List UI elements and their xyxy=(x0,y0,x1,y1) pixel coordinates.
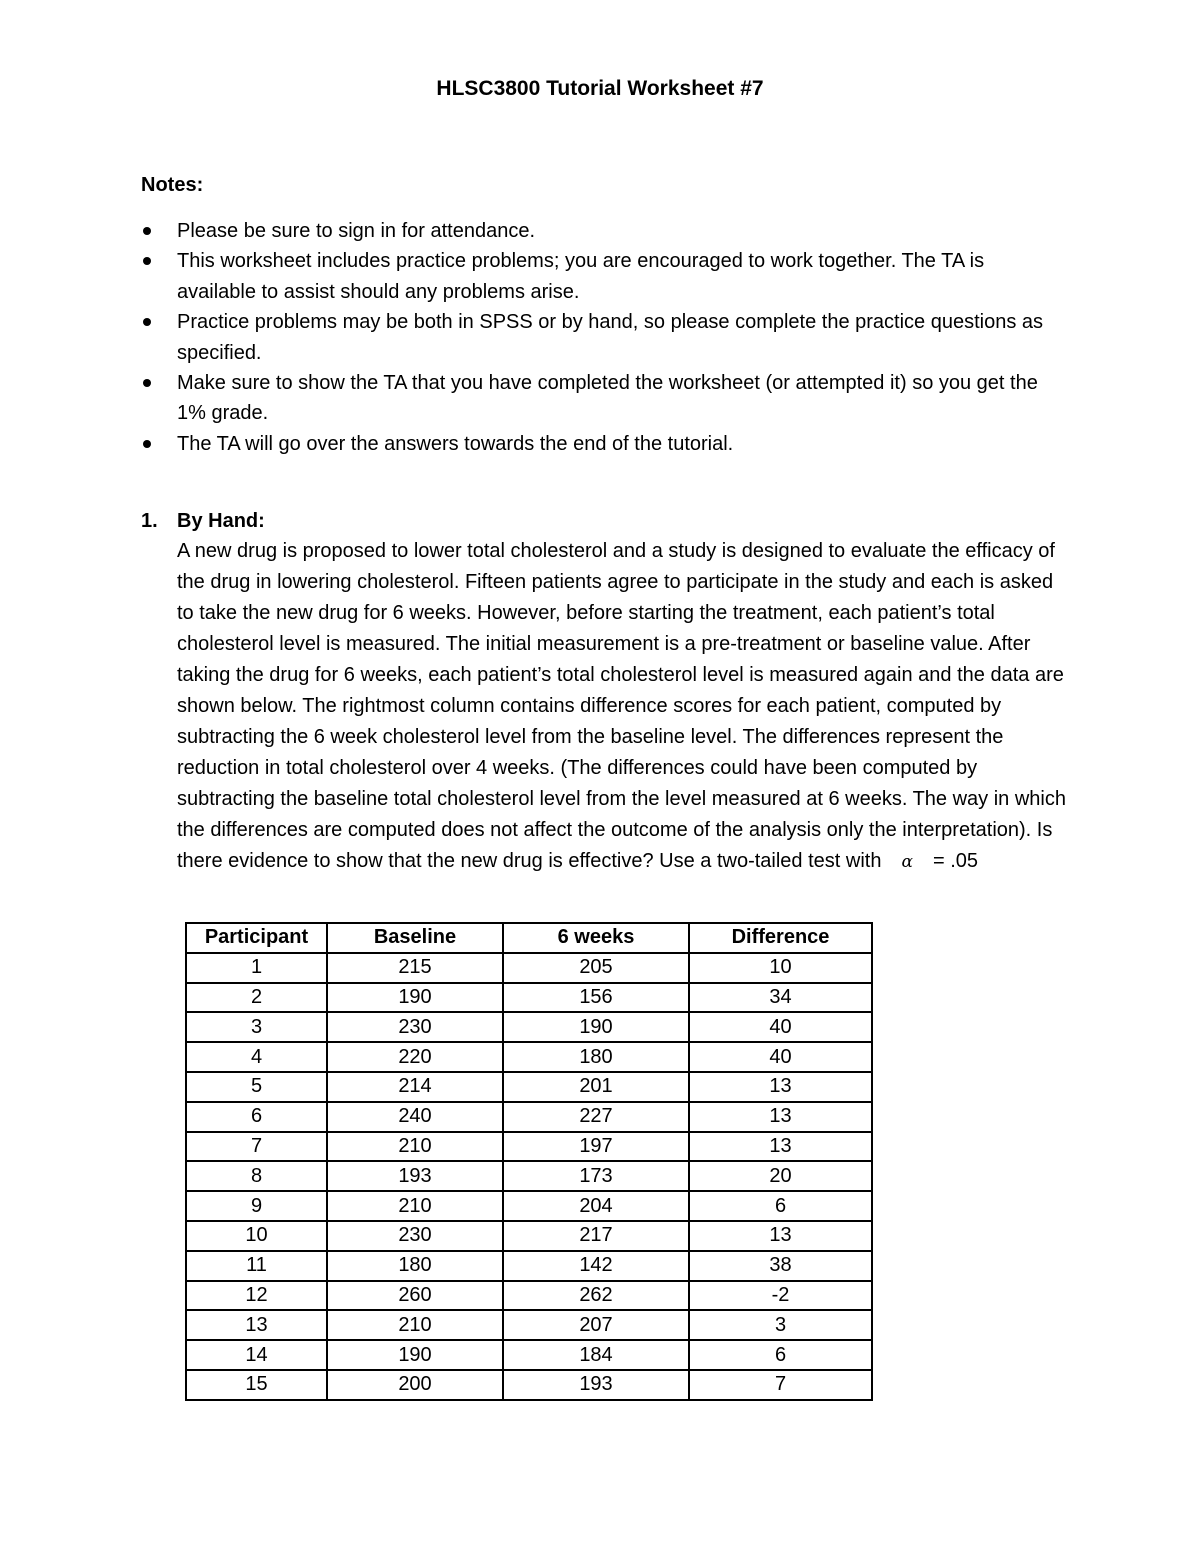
cell-baseline: 230 xyxy=(327,1221,503,1251)
bullet-icon xyxy=(143,318,151,326)
cell-participant: 12 xyxy=(186,1281,327,1311)
page-title: HLSC3800 Tutorial Worksheet #7 xyxy=(436,77,764,100)
cell-participant: 8 xyxy=(186,1161,327,1191)
cell-6-weeks: 207 xyxy=(503,1310,689,1340)
cell-baseline: 210 xyxy=(327,1310,503,1340)
cell-difference: 40 xyxy=(689,1042,872,1072)
cell-baseline: 190 xyxy=(327,983,503,1013)
cell-difference: 7 xyxy=(689,1370,872,1400)
table-row xyxy=(186,1310,872,1340)
table-row xyxy=(186,1012,872,1042)
table-row xyxy=(186,953,872,983)
bullet-icon xyxy=(143,257,151,265)
cell-6-weeks: 180 xyxy=(503,1042,689,1072)
bullet-icon xyxy=(143,440,151,448)
cell-participant: 14 xyxy=(186,1340,327,1370)
notes-list xyxy=(141,216,1061,459)
cell-difference: 6 xyxy=(689,1340,872,1370)
column-header-participant: Participant xyxy=(186,923,327,953)
note-text: The TA will go over the answers towards the end of the tutorial. xyxy=(177,432,734,455)
cell-difference: 13 xyxy=(689,1102,872,1132)
cell-participant: 13 xyxy=(186,1310,327,1340)
table-row xyxy=(186,1340,872,1370)
note-item xyxy=(141,429,1061,459)
cell-baseline: 193 xyxy=(327,1161,503,1191)
cell-difference: -2 xyxy=(689,1281,872,1311)
table-row xyxy=(186,1161,872,1191)
cell-baseline: 215 xyxy=(327,953,503,983)
column-header-6-weeks: 6 weeks xyxy=(503,923,689,953)
table-row xyxy=(186,1281,872,1311)
cholesterol-data-table xyxy=(185,922,873,1401)
cell-participant: 5 xyxy=(186,1072,327,1102)
cell-6-weeks: 184 xyxy=(503,1340,689,1370)
table-header-row xyxy=(186,923,872,953)
cell-baseline: 260 xyxy=(327,1281,503,1311)
note-text: Please be sure to sign in for attendance. xyxy=(177,220,536,242)
cell-baseline: 214 xyxy=(327,1072,503,1102)
question-number: 1. xyxy=(141,510,158,532)
cell-baseline: 230 xyxy=(327,1012,503,1042)
cell-6-weeks: 142 xyxy=(503,1251,689,1281)
cell-baseline: 220 xyxy=(327,1042,503,1072)
note-item xyxy=(141,307,1061,368)
note-text: Make sure to show the TA that you have completed the worksheet (or attempted it) so you get the 1% grade. xyxy=(177,372,1038,425)
table-body xyxy=(186,953,872,1400)
note-text: This worksheet includes practice problems; you are encouraged to work together. The TA is available to assist should any problems arise. xyxy=(177,250,985,303)
column-header-baseline: Baseline xyxy=(327,923,503,953)
cell-6-weeks: 201 xyxy=(503,1072,689,1102)
table-row xyxy=(186,1132,872,1162)
cell-6-weeks: 156 xyxy=(503,983,689,1013)
question-text: A new drug is proposed to lower total cholesterol and a study is designed to evaluate the efficacy of the drug in lowering cholesterol. Fifteen patients agree to participate in the study and each is asked to take the new drug for 6 weeks. However, before starting the treatment, each patient’s total cholesterol level is measured. The initial measurement is a pre-treatment or baseline value. After taking the drug for 6 weeks, each patient’s total cholesterol level is measured again and the data are shown below. The rightmost column contains difference scores for each patient, computed by subtracting the 6 week cholesterol level from the baseline level. The differences represent the reduction in total cholesterol over 4 weeks. (The differences could have been computed by subtracting the baseline total cholesterol level from the level measured at 6 weeks. The way in which the differences are computed does not affect the outcome of the analysis only the interpretation). Is there evidence to show that the new drug is effective? Use a two-tailed test with xyxy=(177,540,1066,872)
cell-difference: 20 xyxy=(689,1161,872,1191)
table-row xyxy=(186,1102,872,1132)
cell-participant: 9 xyxy=(186,1191,327,1221)
table-row xyxy=(186,1072,872,1102)
notes-heading: Notes: xyxy=(141,174,204,196)
table-row xyxy=(186,1221,872,1251)
cell-baseline: 240 xyxy=(327,1102,503,1132)
cell-participant: 10 xyxy=(186,1221,327,1251)
cell-6-weeks: 197 xyxy=(503,1132,689,1162)
cell-participant: 3 xyxy=(186,1012,327,1042)
cell-difference: 13 xyxy=(689,1132,872,1162)
cell-participant: 11 xyxy=(186,1251,327,1281)
cell-participant: 1 xyxy=(186,953,327,983)
note-item xyxy=(141,216,1061,246)
question-heading-text: By Hand: xyxy=(177,510,265,532)
note-item xyxy=(141,246,1061,307)
bullet-icon xyxy=(143,379,151,387)
cell-difference: 38 xyxy=(689,1251,872,1281)
column-header-difference: Difference xyxy=(689,923,872,953)
cell-participant: 2 xyxy=(186,983,327,1013)
table-row xyxy=(186,1191,872,1221)
cell-baseline: 190 xyxy=(327,1340,503,1370)
cell-baseline: 210 xyxy=(327,1191,503,1221)
cell-6-weeks: 217 xyxy=(503,1221,689,1251)
cell-6-weeks: 205 xyxy=(503,953,689,983)
cell-6-weeks: 190 xyxy=(503,1012,689,1042)
cell-baseline: 180 xyxy=(327,1251,503,1281)
cell-difference: 10 xyxy=(689,953,872,983)
cell-6-weeks: 262 xyxy=(503,1281,689,1311)
cell-participant: 6 xyxy=(186,1102,327,1132)
cell-difference: 13 xyxy=(689,1221,872,1251)
cell-6-weeks: 193 xyxy=(503,1370,689,1400)
table-row xyxy=(186,983,872,1013)
note-item xyxy=(141,368,1061,429)
cell-baseline: 200 xyxy=(327,1370,503,1400)
cell-participant: 15 xyxy=(186,1370,327,1400)
alpha-value: = .05 xyxy=(932,849,978,872)
cell-6-weeks: 227 xyxy=(503,1102,689,1132)
note-text: Practice problems may be both in SPSS or by hand, so please complete the practice questions as specified. xyxy=(177,311,1044,364)
cell-participant: 4 xyxy=(186,1042,327,1072)
cell-difference: 13 xyxy=(689,1072,872,1102)
cell-difference: 3 xyxy=(689,1310,872,1340)
cell-6-weeks: 173 xyxy=(503,1161,689,1191)
cell-baseline: 210 xyxy=(327,1132,503,1162)
bullet-icon xyxy=(143,227,151,235)
cell-difference: 34 xyxy=(689,983,872,1013)
alpha-symbol: α xyxy=(901,851,913,872)
table-row xyxy=(186,1042,872,1072)
cell-participant: 7 xyxy=(186,1132,327,1162)
question-body xyxy=(141,536,1067,877)
question-1 xyxy=(141,506,1071,877)
cell-difference: 6 xyxy=(689,1191,872,1221)
cell-difference: 40 xyxy=(689,1012,872,1042)
question-heading xyxy=(141,506,1071,536)
table-row xyxy=(186,1251,872,1281)
table-row xyxy=(186,1370,872,1400)
cell-6-weeks: 204 xyxy=(503,1191,689,1221)
